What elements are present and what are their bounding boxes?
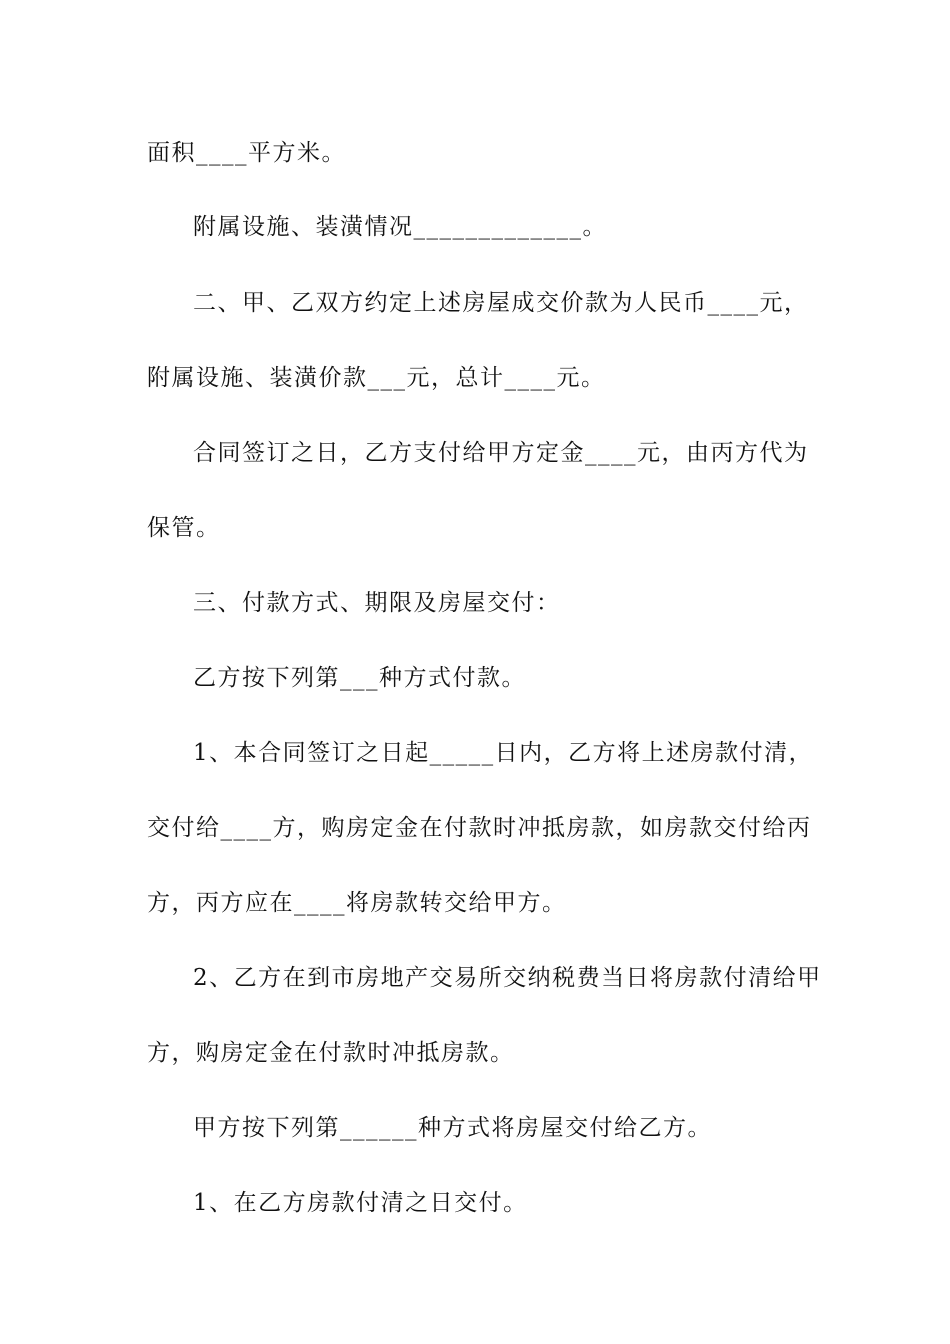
payment-option-two-continued: 方，购房定金在付款时冲抵房款。 [147, 1040, 515, 1066]
facilities-line: 附属设施、装潢情况_____________。 [193, 214, 607, 240]
text-line [0, 733, 950, 773]
clause-two-continued: 附属设施、装潢价款___元，总计____元。 [147, 365, 606, 391]
text-line [0, 207, 950, 247]
text-line [0, 958, 950, 998]
payment-option-one-end: 方，丙方应在____将房款转交给甲方。 [147, 890, 567, 916]
text-line [0, 658, 950, 698]
text-line [0, 133, 950, 173]
delivery-option-one: 1、在乙方房款付清之日交付。 [193, 1190, 528, 1216]
text-line [0, 808, 950, 848]
payment-option-one: 1、本合同签订之日起_____日内，乙方将上述房款付清， [193, 740, 814, 766]
text-line [0, 883, 950, 923]
text-line [0, 508, 950, 548]
clause-two-line: 二、甲、乙双方约定上述房屋成交价款为人民币____元， [193, 290, 809, 316]
payment-option-two: 2、乙方在到市房地产交易所交纳税费当日将房款付清给甲 [193, 965, 822, 991]
text-line [0, 583, 950, 623]
text-line [0, 358, 950, 398]
text-line [0, 283, 950, 323]
deposit-line-continued: 保管。 [147, 515, 221, 541]
payment-option-one-continued: 交付给____方，购房定金在付款时冲抵房款，如房款交付给丙 [147, 815, 812, 841]
payment-method-line: 乙方按下列第___种方式付款。 [193, 665, 526, 691]
text-line [0, 1108, 950, 1148]
delivery-method-line: 甲方按下列第______种方式将房屋交付给乙方。 [193, 1115, 712, 1141]
area-line: 面积____平方米。 [147, 140, 346, 166]
deposit-line: 合同签订之日，乙方支付给甲方定金____元，由丙方代为 [193, 440, 809, 466]
clause-three-heading: 三、付款方式、期限及房屋交付： [193, 590, 561, 616]
text-line [0, 1183, 950, 1223]
text-line [0, 1033, 950, 1073]
text-line [0, 433, 950, 473]
